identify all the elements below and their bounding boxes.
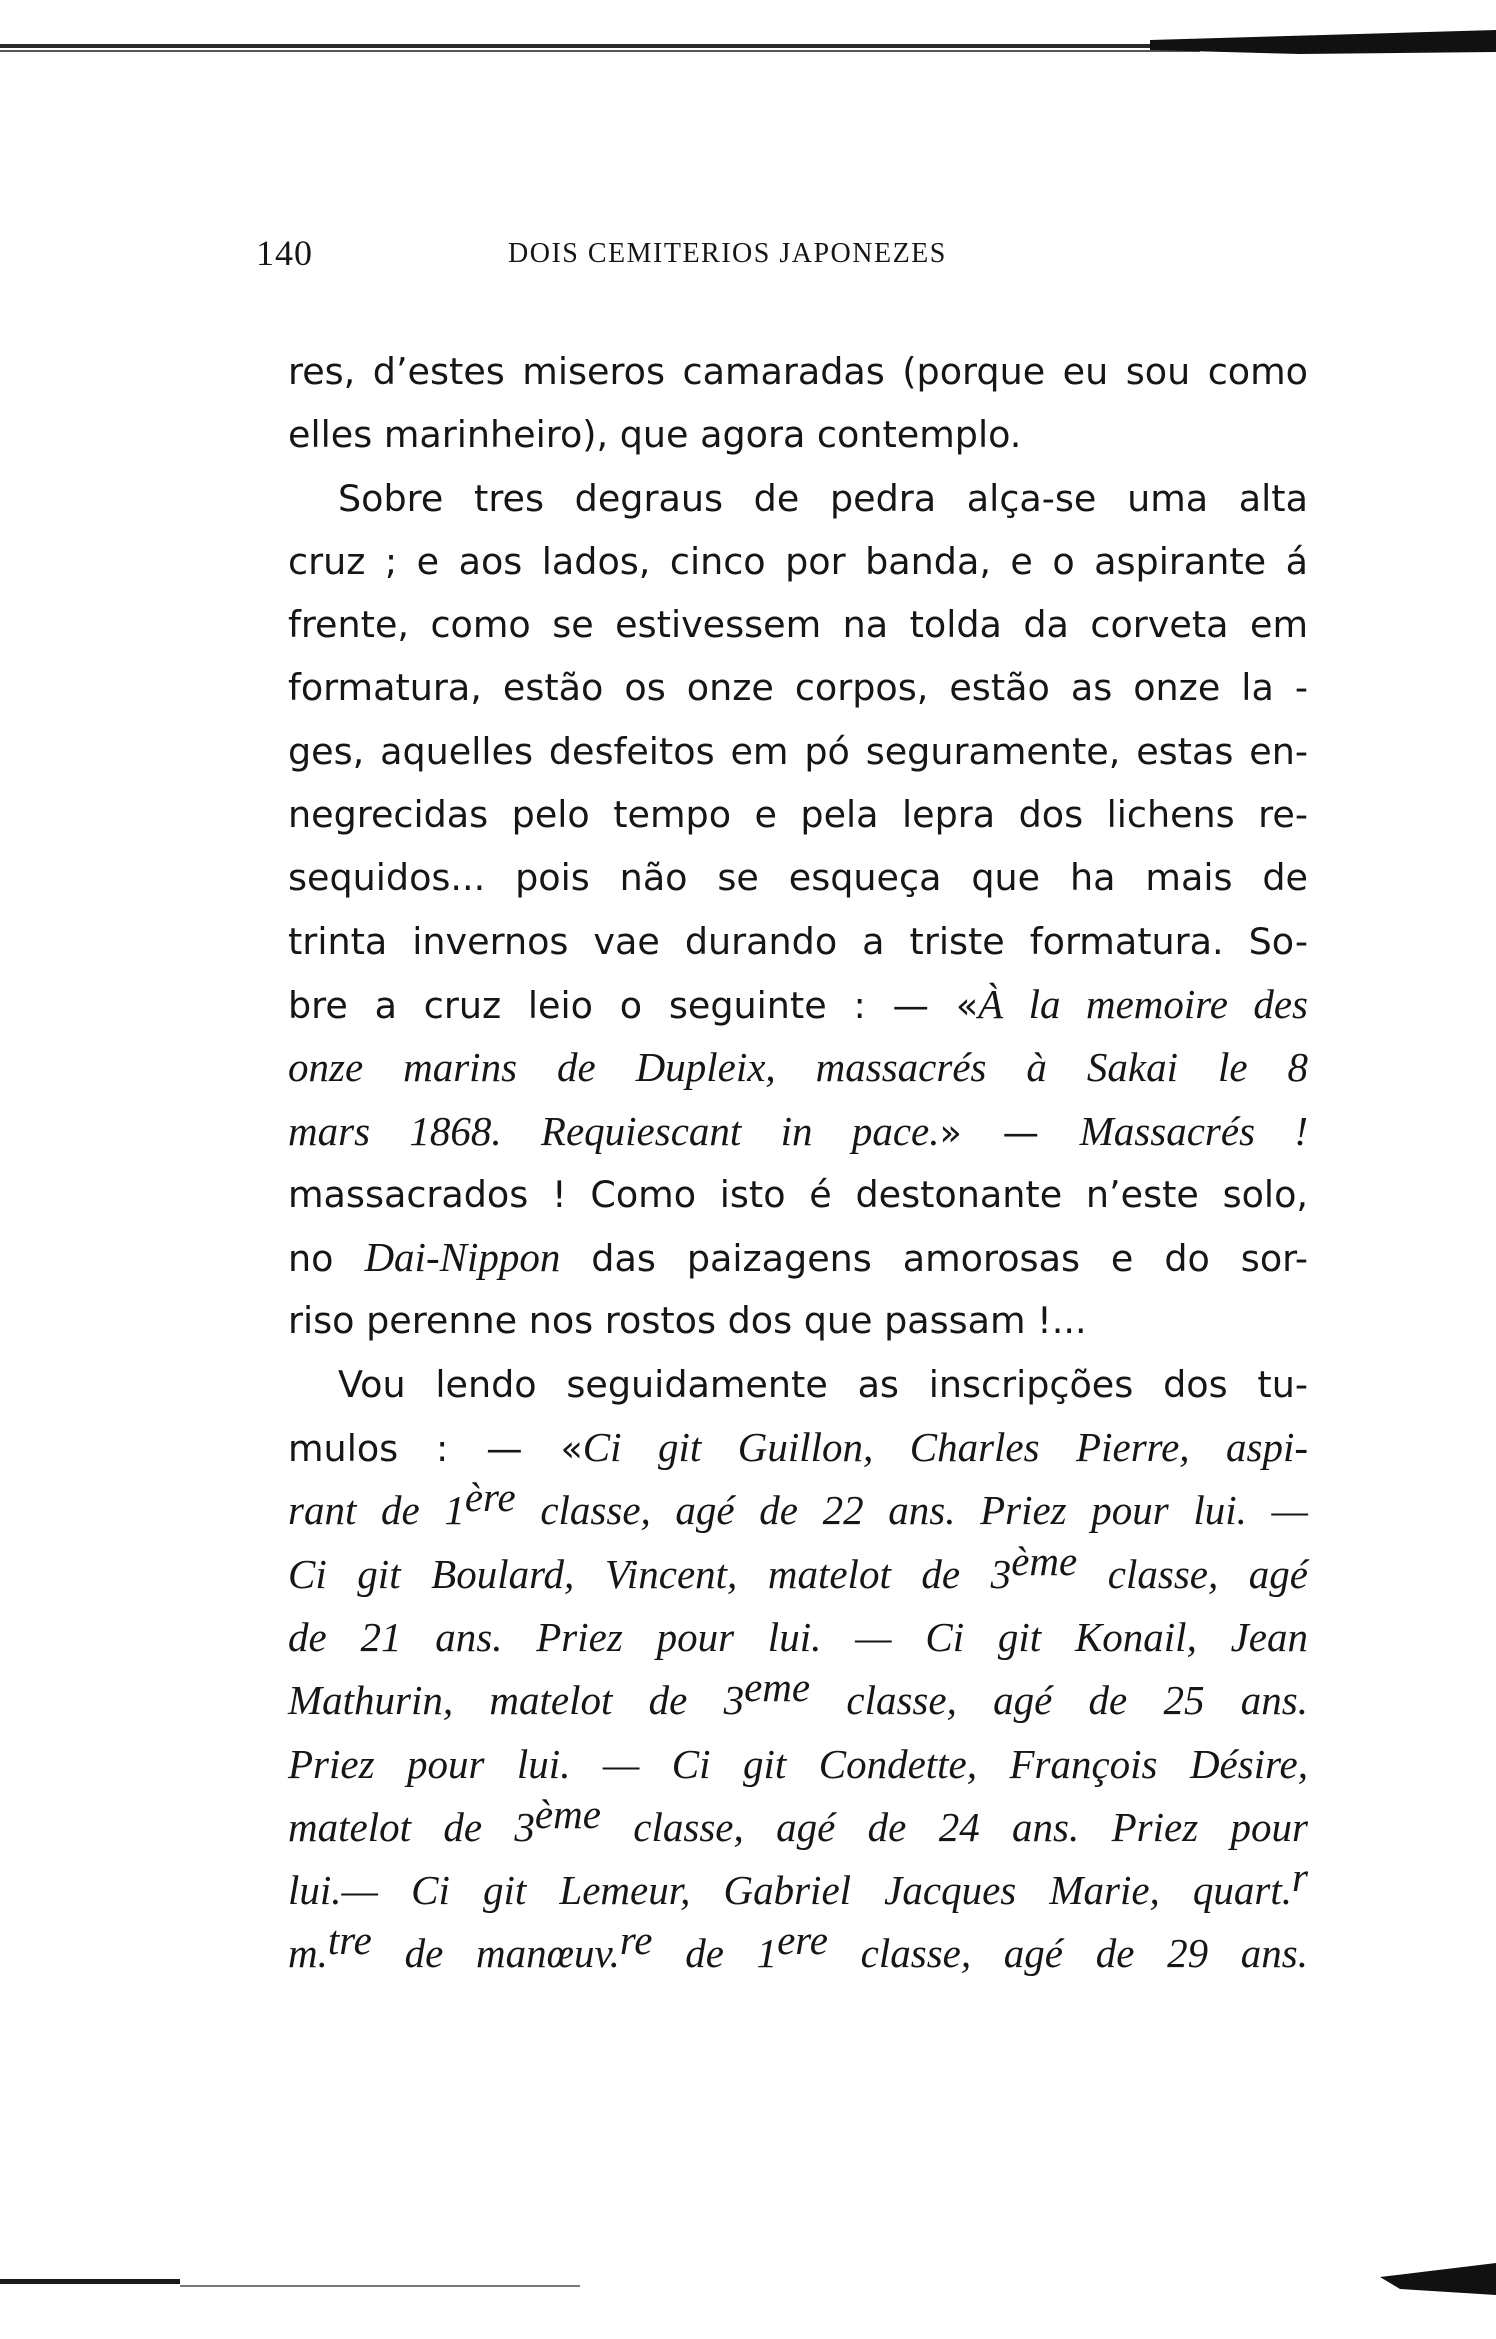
text-segment: elles marinheiro), que agora contemplo. [288, 413, 1022, 457]
text-segment: formatura, estão os onze corpos, estão as onze la - [288, 666, 1308, 710]
text-line [288, 1226, 1308, 1289]
italic-text: classe, agé de 25 ans. [810, 1677, 1308, 1724]
text-segment: cruz ; e aos lados, cinco por banda, e o aspirante á [288, 539, 1308, 583]
text-line [288, 720, 1308, 783]
superscript: tre [327, 1917, 372, 1964]
superscript: re [619, 1917, 653, 1964]
scan-border-bottom [0, 2255, 1496, 2339]
text-line [288, 973, 1308, 1036]
italic-text: Priez pour lui. — Ci git Condette, François Désire, [288, 1740, 1308, 1787]
text-line [288, 910, 1308, 973]
superscript: r [1292, 1853, 1308, 1900]
superscript: ème [534, 1790, 601, 1837]
text-line [288, 1163, 1308, 1226]
scan-border-top [0, 30, 1496, 64]
text-segment: sequidos... pois não se esqueça que ha mais de [288, 856, 1308, 900]
italic-text: Dai-Nippon [364, 1234, 561, 1281]
italic-text: m. [288, 1930, 328, 1977]
italic-text: mars 1868. Requiescant in pace. [288, 1107, 940, 1154]
italic-text: Ci git Guillon, Charles Pierre, aspi- [582, 1424, 1308, 1471]
text-line [288, 1036, 1308, 1099]
text-segment: massacrados ! Como isto é destonante n’este solo, [288, 1172, 1308, 1216]
body-text [288, 340, 1308, 1986]
italic-text: de manœuv. [371, 1930, 620, 1977]
italic-text: lui.— Ci git Lemeur, Gabriel Jacques Marie, quart. [288, 1867, 1293, 1914]
text-line [288, 1733, 1308, 1796]
superscript: ère [464, 1474, 516, 1521]
text-segment: bre a cruz leio o seguinte : — « [288, 983, 979, 1027]
italic-text: classe, agé de 24 ans. Priez pour [600, 1803, 1308, 1850]
text-line [288, 467, 1308, 530]
text-line [288, 1474, 1309, 1542]
text-line [288, 1917, 1309, 1985]
italic-text: classe, agé de 22 ans. Priez pour lui. — [515, 1487, 1309, 1534]
italic-text: de 1 [652, 1930, 778, 1977]
text-line [288, 1790, 1308, 1859]
superscript: eme [744, 1664, 811, 1711]
italic-text: À la memoire des [978, 980, 1308, 1027]
italic-text: rant de 1 [288, 1487, 465, 1534]
italic-text: onze marins de Dupleix, massacrés à Sakai le 8 [288, 1044, 1308, 1091]
text-line [288, 1537, 1308, 1606]
text-line [288, 530, 1308, 593]
italic-text: classe, agé de 29 ans. [827, 1930, 1309, 1977]
text-line [288, 1664, 1308, 1732]
italic-text: Ci git Boulard, Vincent, matelot de 3 [288, 1550, 1012, 1597]
text-segment: das paizagens amorosas e do sor- [560, 1237, 1308, 1281]
page-number: 140 [256, 233, 313, 273]
running-title: DOIS CEMITERIOS JAPONEZES [508, 238, 947, 269]
text-line [288, 403, 1308, 466]
text-segment: riso perenne nos rostos dos que passam !... [288, 1299, 1087, 1343]
text-segment: Sobre tres degraus de pedra alça-se uma alta [338, 476, 1308, 520]
italic-text: classe, agé [1077, 1550, 1308, 1597]
text-line [288, 783, 1308, 846]
text-line [288, 593, 1308, 656]
italic-text: matelot de 3 [288, 1803, 535, 1850]
text-line [288, 1853, 1308, 1922]
text-segment: frente, como se estivessem na tolda da corveta em [288, 603, 1308, 647]
text-segment: mulos : — « [288, 1427, 583, 1471]
text-line [288, 1606, 1308, 1669]
text-line [288, 656, 1308, 719]
text-segment: » — [939, 1110, 1080, 1154]
italic-text: Massacrés ! [1079, 1107, 1308, 1154]
italic-text: de 21 ans. Priez pour lui. — Ci git Konail, Jean [288, 1613, 1308, 1660]
text-line [288, 1289, 1308, 1352]
text-line [288, 340, 1308, 403]
text-segment: ges, aquelles desfeitos em pó seguramente, estas en- [288, 729, 1308, 773]
superscript: ème [1011, 1537, 1078, 1584]
text-segment: negrecidas pelo tempo e pela lepra dos lichens re- [288, 793, 1308, 837]
text-line [288, 1416, 1308, 1479]
text-segment: res, d’estes miseros camaradas (porque eu sou como [288, 350, 1308, 393]
text-segment: trinta invernos vae durando a triste formatura. So- [288, 919, 1308, 963]
superscript: ere [777, 1917, 828, 1964]
text-line [288, 1353, 1308, 1416]
italic-text: Mathurin, matelot de 3 [288, 1677, 745, 1724]
text-line [288, 1100, 1308, 1163]
text-line [288, 846, 1308, 909]
text-segment: Vou lendo seguidamente as inscripções dos tu- [338, 1362, 1308, 1406]
text-segment: no [288, 1237, 365, 1281]
